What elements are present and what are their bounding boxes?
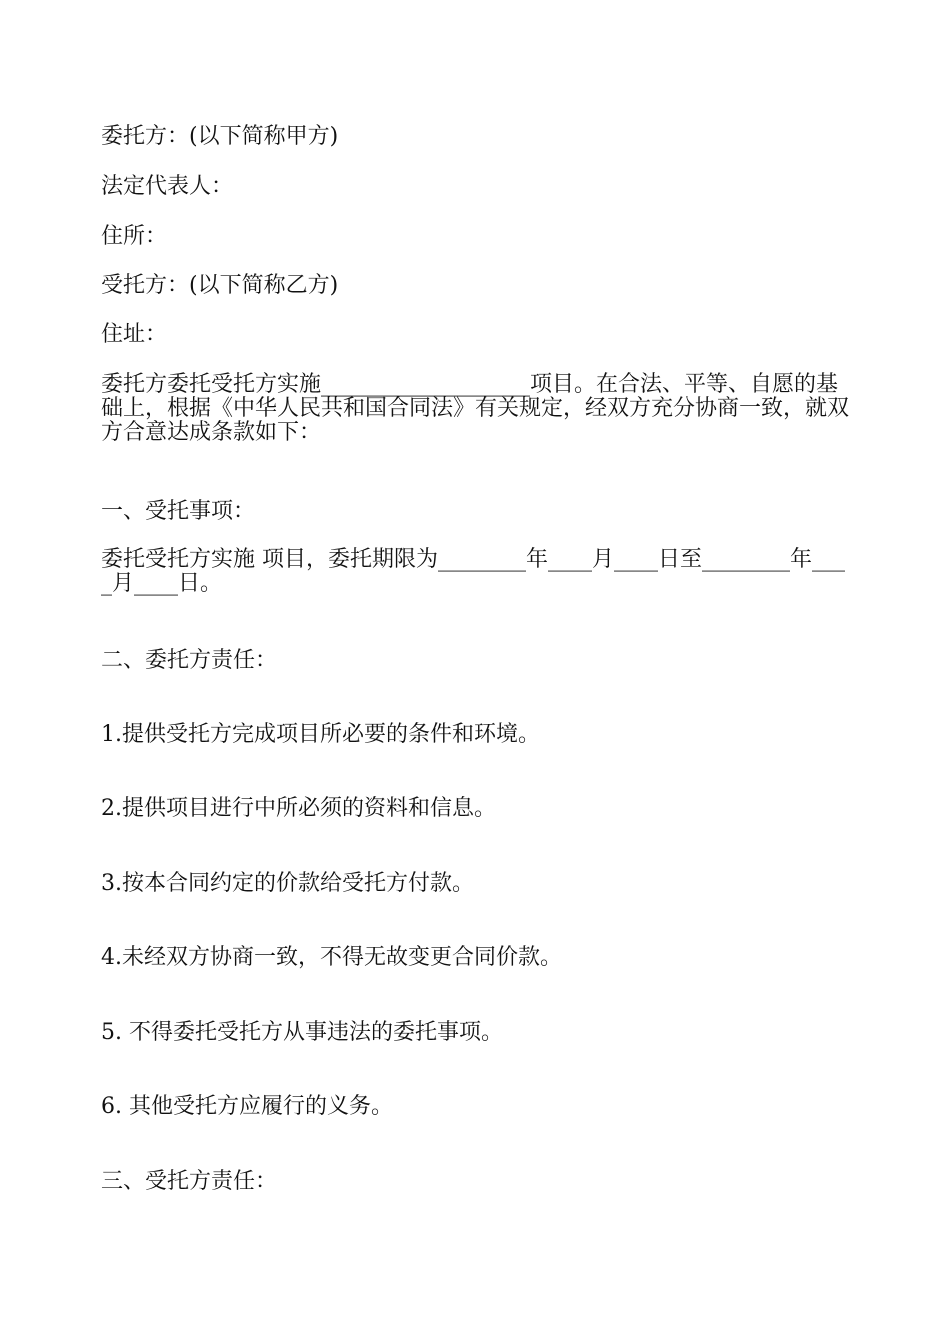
section-1-heading: 一、受托事项： <box>101 499 256 524</box>
client-line: 委托方：(以下简称甲方) <box>101 124 339 149</box>
section-2-item: 3.按本合同约定的价款给受托方付款。 <box>101 871 474 896</box>
section-2-item: 6. 其他受托方应履行的义务。 <box>101 1094 393 1119</box>
legal-representative-line: 法定代表人： <box>101 174 234 199</box>
section-2-item: 5. 不得委托受托方从事违法的委托事项。 <box>101 1020 503 1045</box>
section-2-item: 4.未经双方协商一致，不得无故变更合同价款。 <box>101 945 562 970</box>
address-line: 住址： <box>101 322 168 347</box>
section-2-heading: 二、委托方责任： <box>101 648 278 673</box>
section-1-text: 委托受托方实施 项目，委托期限为________年____月____日至________年____月____日。 <box>101 547 845 596</box>
section-2-item: 1.提供受托方完成项目所必要的条件和环境。 <box>101 722 540 747</box>
intro-paragraph: 委托方委托受托方实施___________________项目。在合法、平等、自愿的基础上，根据《中华人民共和国合同法》有关规定，经双方充分协商一致，就双方合意达成条款如下： <box>101 372 850 445</box>
section-2-item: 2.提供项目进行中所必须的资料和信息。 <box>101 796 496 821</box>
agent-line: 受托方：(以下简称乙方) <box>101 273 339 298</box>
section-3-heading: 三、受托方责任： <box>101 1169 278 1194</box>
residence-line: 住所： <box>101 224 168 249</box>
